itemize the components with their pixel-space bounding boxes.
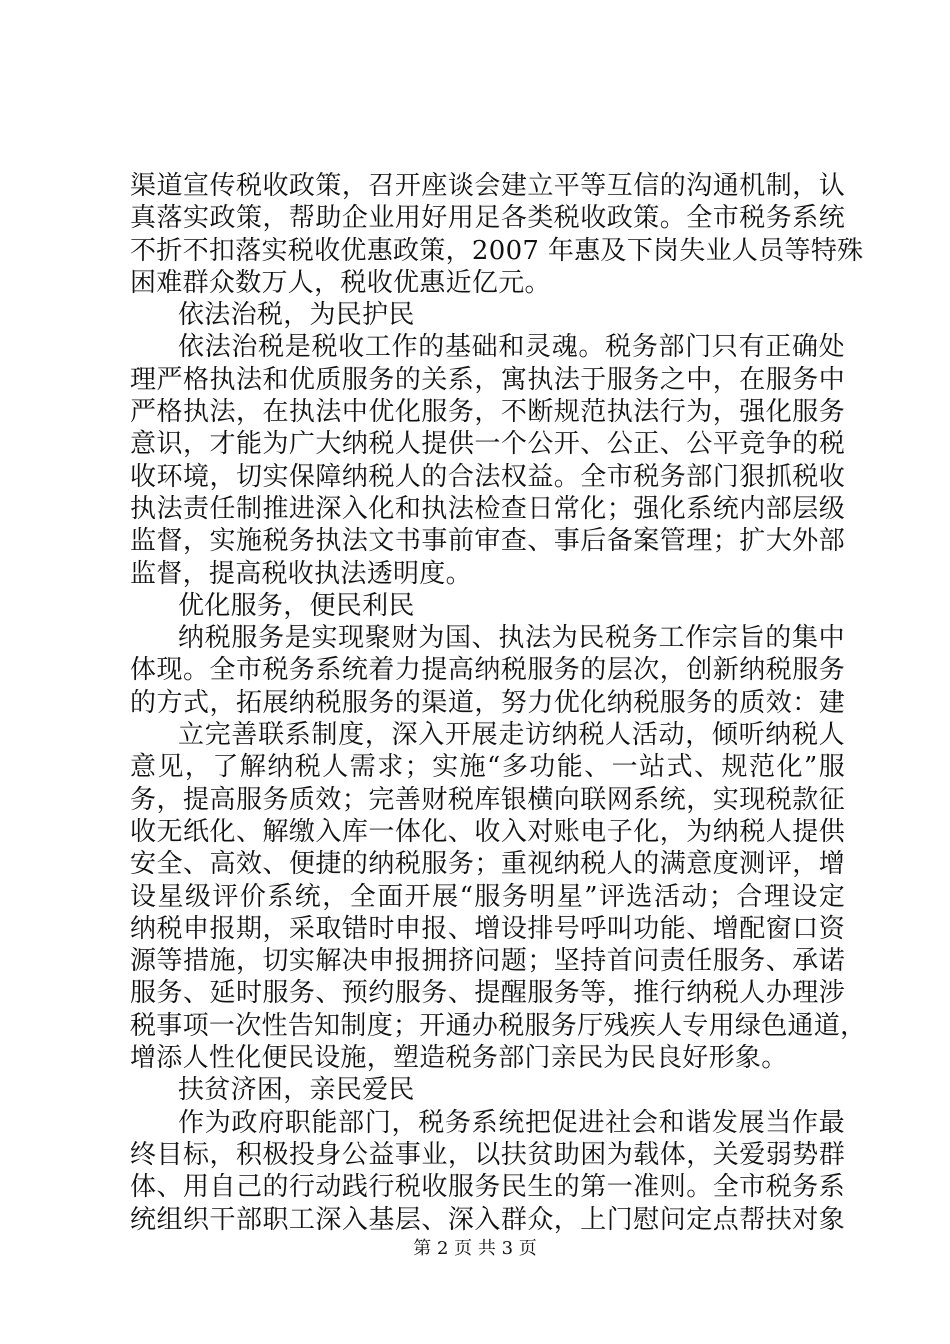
text-line: 体、用自己的行动践行税收服务民生的第一准则。全市税务系 (130, 1172, 845, 1203)
text-line: 终目标，积极投身公益事业，以扶贫助困为载体，关爱弱势群 (130, 1139, 845, 1170)
text-line: 设星级评价系统，全面开展“服务明星”评选活动；合理设定 (130, 881, 845, 912)
page-footer: 第 2 页 共 3 页 (413, 1238, 537, 1259)
text-line: 作为政府职能部门，税务系统把促进社会和谐发展当作最 (178, 1107, 845, 1138)
text-line: 增添人性化便民设施，塑造税务部门亲民为民良好形象。 (130, 1043, 788, 1074)
text-line: 依法治税，为民护民 (178, 300, 415, 331)
text-line: 意见，了解纳税人需求；实施“多功能、一站式、规范化”服 (130, 752, 845, 783)
text-line: 困难群众数万人，税收优惠近亿元。 (130, 267, 551, 298)
text-line: 执法责任制推进深入化和执法检查日常化；强化系统内部层级 (130, 493, 845, 524)
document-body (130, 170, 867, 1236)
text-line: 真落实政策，帮助企业用好用足各类税收政策。全市税务系统 (130, 203, 845, 234)
text-line: 税事项一次性告知制度；开通办税服务厅残疾人专用绿色通道， (130, 1010, 867, 1041)
text-line: 收环境，切实保障纳税人的合法权益。全市税务部门狠抓税收 (130, 461, 845, 492)
text-line: 统组织干部职工深入基层、深入群众，上门慰问定点帮扶对象 (130, 1204, 845, 1235)
text-line: 收无纸化、解缴入库一体化、收入对账电子化，为纳税人提供 (130, 816, 845, 847)
text-line: 依法治税是税收工作的基础和灵魂。税务部门只有正确处 (178, 332, 845, 363)
text-line: 监督，实施税务执法文书事前审查、事后备案管理；扩大外部 (130, 526, 845, 557)
text-line: 优化服务，便民利民 (178, 590, 415, 621)
text-line: 务，提高服务质效；完善财税库银横向联网系统，实现税款征 (130, 784, 845, 815)
text-line: 监督，提高税收执法透明度。 (130, 558, 472, 589)
text-line: 体现。全市税务系统着力提高纳税服务的层次，创新纳税服务 (130, 655, 845, 686)
text-line: 意识，才能为广大纳税人提供一个公开、公正、公平竞争的税 (130, 429, 845, 460)
text-line: 纳税申报期，采取错时申报、增设排号呼叫功能、增配窗口资 (130, 913, 845, 944)
text-line: 的方式，拓展纳税服务的渠道，努力优化纳税服务的质效：建 (130, 687, 845, 718)
text-line: 立完善联系制度，深入开展走访纳税人活动，倾听纳税人 (178, 720, 845, 751)
text-line: 扶贫济困，亲民爱民 (178, 1075, 415, 1106)
text-line: 渠道宣传税收政策，召开座谈会建立平等互信的沟通机制，认 (130, 171, 845, 201)
text-line: 不折不扣落实税收优惠政策，2007 年惠及下岗失业人员等特殊 (130, 235, 864, 266)
text-line: 源等措施，切实解决申报拥挤问题；坚持首问责任服务、承诺 (130, 946, 845, 977)
text-line: 安全、高效、便捷的纳税服务；重视纳税人的满意度测评，增 (130, 849, 845, 880)
text-line: 纳税服务是实现聚财为国、执法为民税务工作宗旨的集中 (178, 623, 845, 654)
text-line: 服务、延时服务、预约服务、提醒服务等，推行纳税人办理涉 (130, 978, 845, 1009)
text-line: 理严格执法和优质服务的关系，寓执法于服务之中，在服务中 (130, 364, 845, 395)
text-line: 严格执法，在执法中优化服务，不断规范执法行为，强化服务 (130, 397, 845, 428)
